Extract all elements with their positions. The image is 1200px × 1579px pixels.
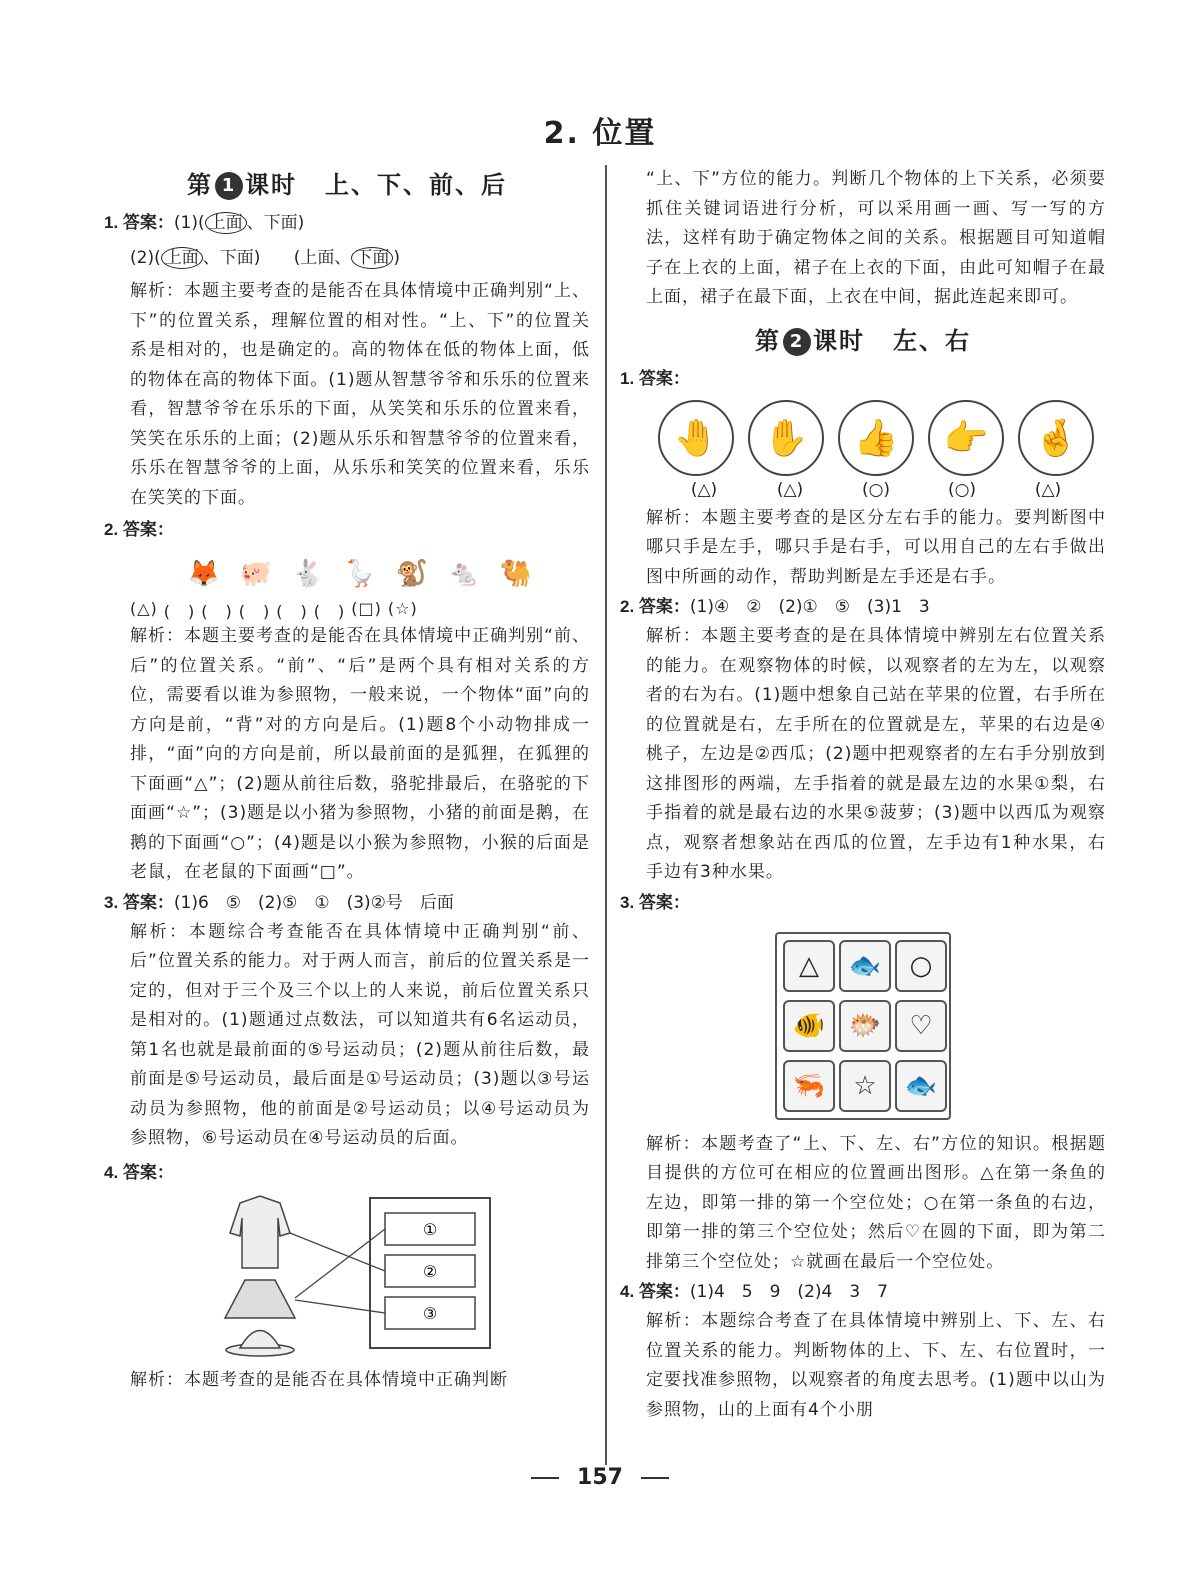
r-q1-label: 1. 答案： bbox=[620, 368, 690, 388]
q2-mark: ( ) bbox=[276, 602, 308, 621]
page-number-dash bbox=[641, 1477, 669, 1479]
q3-answer-line bbox=[104, 888, 590, 918]
q2-answer-line bbox=[104, 515, 590, 545]
r-q2-label: 2. 答案： bbox=[620, 597, 690, 616]
q1-analysis: 解析：本题主要考查的是能否在具体情境中正确判别“上、下”的位置关系，理解位置的相对性。“上、下”的位置关系是相对的，也是确定的。高的物体在低的物体上面，低的物体在高的物体下面。(1)题从智慧爷爷和乐乐的位置来看，智慧爷爷在乐乐的下面，从笑笑和乐乐的位置来看，笑笑在乐乐的上面；(2)题从乐乐和智慧爷爷的位置来看，乐乐在智慧爷爷的上面，从乐乐和笑笑的位置来看，乐乐在笑笑的下面。 bbox=[130, 281, 590, 508]
q2-label: 2. 答案： bbox=[104, 520, 174, 539]
mouse-icon: 🐁 bbox=[447, 559, 481, 589]
q1-b: (2)( bbox=[130, 248, 161, 268]
r-q4-label: 4. 答案： bbox=[620, 1282, 690, 1301]
lesson1-number: 1 bbox=[215, 172, 243, 200]
hand-mark: (△) bbox=[1034, 479, 1062, 500]
lesson2-topic: 左、右 bbox=[893, 326, 971, 355]
q3-analysis: 解析：本题综合考查能否在具体情境中正确判别“前、后”位置关系的能力。对于两人而言，前后的位置关系是一定的，但对于三个及三个以上的人来说，前后位置关系只是相对的。(1)题通过点数法，可以知道共有6名运动员，第1名也就是最前面的⑤号运动员；(2)题从前往后数，最前面是⑤号运动员，最后面是①号运动员；(3)题以③号运动员为参照物，他的前面是②号运动员；以④号运动员为参照物，⑥号运动员在④号运动员的后面。 bbox=[130, 921, 590, 1148]
fist-icon: 👉 bbox=[928, 400, 1004, 476]
drawer-label: ③ bbox=[422, 1303, 438, 1323]
q2-analysis: 解析：本题主要考查的是能否在具体情境中正确判别“前、后”的位置关系。“前”、“后”是两个具有相对关系的方位，需要看以谁为参照物，一般来说，一个物体“面”向的方向是前，“背”对的方向是后。(1)题8个小动物排成一排，“面”向的方向是前，所以最前面的是狐狸，在狐狸的下面画“△”；(2)题从前往后数，骆驼排最后，在骆驼的下面画“☆”；(3)题是以小猪为参照物，小猪的前面是鹅，在鹅的下面画“○”；(4)题是以小猴为参照物，小猴的后面是老鼠，在老鼠的下面画“□”。 bbox=[130, 626, 590, 882]
r-q2-answer-line bbox=[620, 592, 1106, 622]
q2-mark: (□) bbox=[351, 599, 382, 618]
grid-cell: 🐠 bbox=[783, 1000, 835, 1052]
page-number-dash bbox=[531, 1477, 559, 1479]
q1-c: (上面、 bbox=[293, 248, 352, 268]
lesson1-heading bbox=[104, 165, 590, 200]
right-column bbox=[620, 165, 1106, 1425]
q2-marks bbox=[130, 599, 590, 622]
r-q2-analysis: 解析：本题主要考查的是在具体情境中辨别左右位置关系的能力。在观察物体的时候，以观察者的左为左，以观察者的右为右。(1)题中想象自己站在苹果的位置，右手所在的位置就是右，左手所在的位置就是左，苹果的右边是④桃子，左边是②西瓜；(2)题中把观察者的左右手分别放到这排图形的两端，左手指着的就是最左边的水果①梨，右手指着的就是最右边的水果⑤菠萝；(3)题中以西瓜为观察点，观察者想象站在西瓜的位置，左手边有1种水果，右手边有3种水果。 bbox=[646, 626, 1106, 882]
q4-answer-line bbox=[104, 1158, 590, 1188]
q1-answer-line bbox=[104, 208, 590, 238]
fox-icon: 🦊 bbox=[187, 559, 221, 589]
lesson1-prefix: 第 bbox=[187, 171, 213, 199]
grid-cell: 🦐 bbox=[783, 1060, 835, 1112]
lesson1-topic: 上、下、前、后 bbox=[325, 171, 507, 199]
hand-mark: (△) bbox=[690, 479, 718, 500]
lesson2-suffix: 课时 bbox=[813, 326, 865, 355]
q2-animals-figure bbox=[130, 551, 590, 597]
q1-a-circled: 上面 bbox=[205, 212, 247, 234]
left-column bbox=[104, 165, 590, 1395]
q1-a-rest: 、下面) bbox=[246, 213, 305, 233]
r-q3-analysis: 解析：本题考查了“上、下、左、右”方位的知识。根据题目提供的方位可在相应的位置画出图形。△在第一条鱼的左边，即第一排的第一个空位处；○在第一条鱼的右边，即第一排的第三个空位处；然后♡在圆的下面，即为第二排第三个空位处；☆就画在最后一个空位处。 bbox=[646, 1133, 1106, 1272]
camel-icon: 🐫 bbox=[499, 559, 533, 589]
page-number-value: 157 bbox=[577, 1465, 623, 1490]
r-q4-answer: (1)4 5 9 (2)4 3 7 bbox=[689, 1282, 888, 1302]
hand-mark: (○) bbox=[947, 479, 977, 500]
lesson2-heading bbox=[620, 321, 1106, 356]
page-number bbox=[0, 1465, 1200, 1490]
monkey-icon: 🐒 bbox=[395, 559, 429, 589]
pointing-hand-icon: 🤞 bbox=[1018, 400, 1094, 476]
r-q4-analysis: 解析：本题综合考查了在具体情境中辨别上、下、左、右位置关系的能力。判断物体的上、下、左、右位置时，一定要找准参照物，以观察者的角度去思考。(1)题中以山为参照物，山的上面有4个小朋 bbox=[646, 1311, 1106, 1420]
grid-cell: ♡ bbox=[895, 1000, 947, 1052]
hand-mark: (△) bbox=[776, 479, 804, 500]
hat-icon bbox=[226, 1330, 294, 1356]
q2-mark: (☆) bbox=[387, 599, 418, 618]
q2-mark: ( ) bbox=[238, 602, 271, 621]
q4-label: 4. 答案： bbox=[104, 1162, 174, 1182]
grid-cell: 🐡 bbox=[839, 1000, 891, 1052]
r-q2-answer: (1)④ ② (2)① ⑤ (3)1 3 bbox=[689, 597, 930, 617]
page-title: 2. 位置 bbox=[543, 116, 657, 151]
q1-label: 1. 答案： bbox=[104, 213, 174, 232]
q1-c-rest: ) bbox=[393, 248, 401, 268]
grid-cell: △ bbox=[783, 940, 835, 992]
q2-mark: ( ) bbox=[201, 602, 233, 621]
r-q1-analysis: 解析：本题主要考查的是区分左右手的能力。要判断图中哪只手是左手，哪只手是右手，可以用自己的左右手做出图中所画的动作，帮助判断是左手还是右手。 bbox=[646, 507, 1106, 587]
lesson1-suffix: 课时 bbox=[245, 171, 297, 199]
r-q3-answer-line bbox=[620, 888, 1106, 918]
goose-icon: 🪿 bbox=[343, 559, 377, 589]
q3-label: 3. 答案： bbox=[104, 892, 174, 912]
pig-icon: 🐖 bbox=[239, 559, 273, 589]
lesson2-number: 2 bbox=[783, 328, 811, 356]
q2-mark: ( ) bbox=[313, 602, 346, 621]
q4-analysis-continued: “上、下”方位的能力。判断几个物体的上下关系，必须要抓住关键词语进行分析，可以采用画一画、写一写的方法，这样有助于确定物体之间的关系。根据题目可知道帽子在上衣的上面，裙子在上衣的下面，由此可知帽子在最上面，裙子在最下面，上衣在中间，据此连起来即可。 bbox=[646, 169, 1106, 307]
position-grid bbox=[775, 932, 951, 1120]
hands-figure bbox=[646, 400, 1106, 476]
r-q3-label: 3. 答案： bbox=[620, 892, 690, 912]
hand-left-icon: 🤚 bbox=[658, 400, 734, 476]
drawer-label: ① bbox=[422, 1219, 438, 1239]
q1-c-circled: 下面 bbox=[351, 247, 393, 269]
q2-mark: ( ) bbox=[163, 602, 196, 621]
grid-cell: ○ bbox=[895, 940, 947, 992]
lesson2-prefix: 第 bbox=[755, 326, 781, 355]
r-q1-answer-line bbox=[620, 364, 1106, 394]
shirt-icon bbox=[230, 1196, 290, 1268]
q1-b-rest: 、下面) bbox=[202, 248, 261, 268]
hand-marks bbox=[646, 480, 1106, 500]
q1-b-circled: 上面 bbox=[161, 247, 203, 269]
q1-answer-line2 bbox=[130, 244, 590, 273]
q4-matching-figure bbox=[130, 1188, 590, 1358]
hand-right-icon: ✋ bbox=[748, 400, 824, 476]
grid-cell: 🐟 bbox=[895, 1060, 947, 1112]
q3-answer: (1)6 ⑤ (2)⑤ ① (3)②号 后面 bbox=[173, 892, 454, 913]
q2-mark: (△) bbox=[130, 599, 158, 618]
grid-cell: 🐟 bbox=[839, 940, 891, 992]
column-divider bbox=[605, 165, 607, 1465]
skirt-icon bbox=[225, 1280, 295, 1318]
q1-a: (1)( bbox=[173, 213, 205, 233]
q4-analysis-start: 解析：本题考查的是能否在具体情境中正确判断 bbox=[130, 1369, 508, 1390]
r-q4-answer-line bbox=[620, 1277, 1106, 1307]
rabbit-icon: 🐇 bbox=[291, 559, 325, 589]
drawer-label: ② bbox=[422, 1261, 438, 1281]
hand-mark: (○) bbox=[861, 479, 891, 500]
grid-cell: ☆ bbox=[839, 1060, 891, 1112]
thumb-up-icon: 👍 bbox=[838, 400, 914, 476]
